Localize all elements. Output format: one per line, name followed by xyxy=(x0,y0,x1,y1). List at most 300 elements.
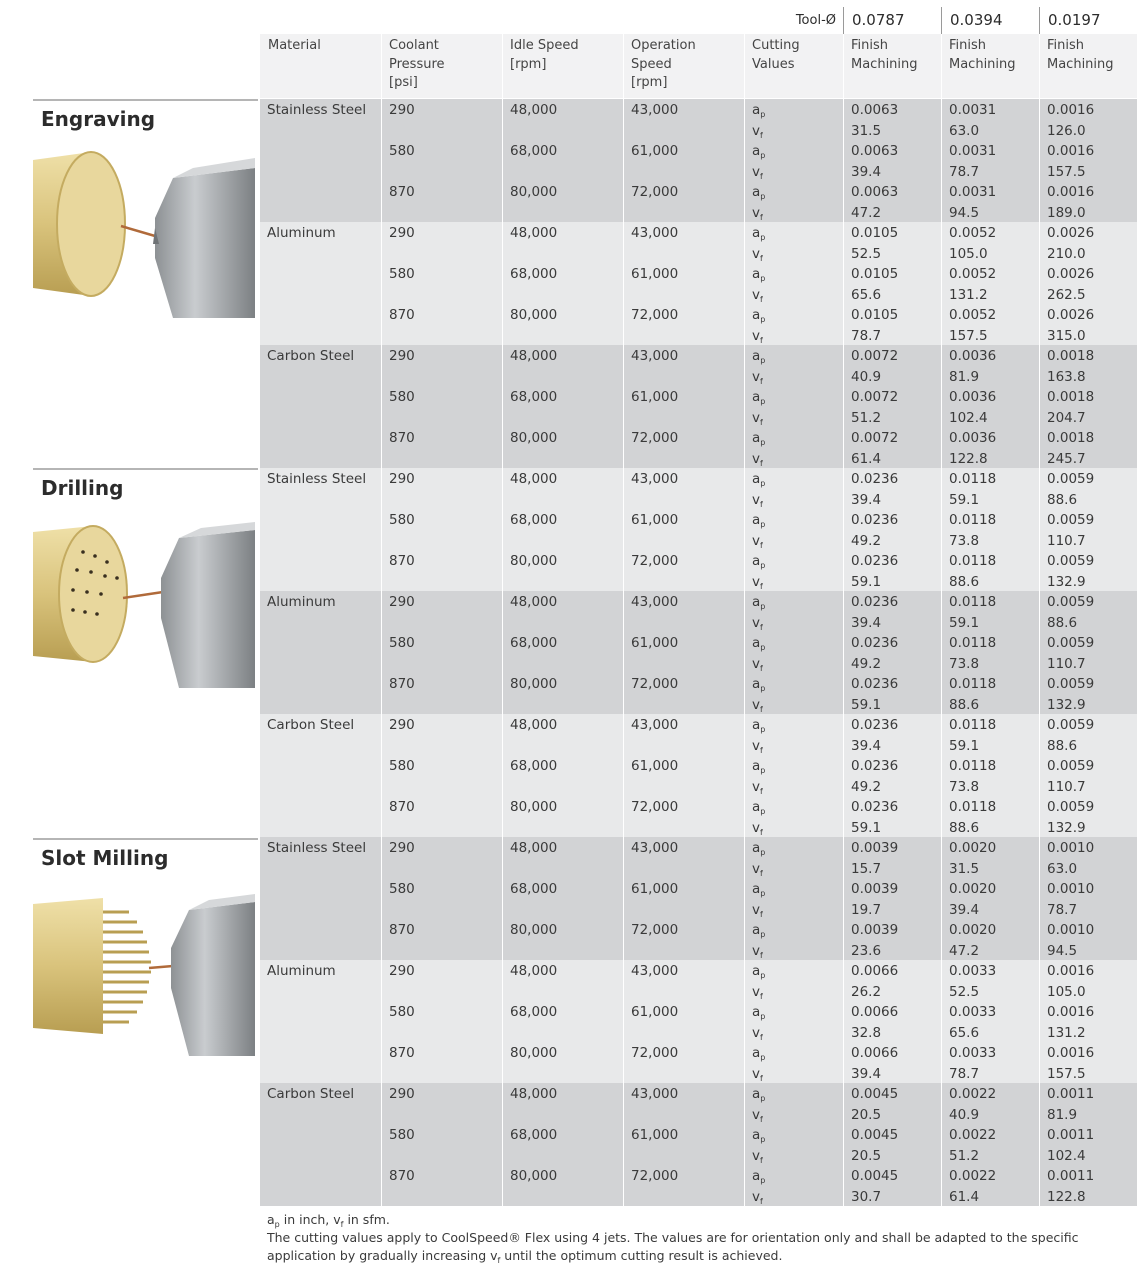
vf-value: 105.0 xyxy=(1047,983,1086,1000)
idle-speed-value: 48,000 xyxy=(510,225,558,241)
vf-value: 132.9 xyxy=(1047,696,1086,713)
symbol-ap: $a_p$ xyxy=(752,922,766,939)
vf-value: 157.5 xyxy=(1047,1065,1086,1082)
vf-value: 78.7 xyxy=(1047,901,1078,918)
vf-value: 61.4 xyxy=(949,1188,980,1205)
vf-value: 132.9 xyxy=(1047,573,1086,590)
vf-value: 88.6 xyxy=(1047,737,1078,754)
idle-speed-value: 80,000 xyxy=(510,799,558,815)
vf-value: 126.0 xyxy=(1047,122,1086,139)
operation-speed-value: 43,000 xyxy=(631,840,679,856)
ap-value: 0.0236 xyxy=(851,799,899,815)
ap-value: 0.0066 xyxy=(851,1045,899,1061)
vf-value: 47.2 xyxy=(949,942,980,959)
vf-value: 40.9 xyxy=(949,1106,980,1123)
ap-value: 0.0036 xyxy=(949,389,997,405)
coolant-pressure-value: 870 xyxy=(389,430,415,446)
ap-value: 0.0066 xyxy=(851,1004,899,1020)
symbol-vf: $v_f$ xyxy=(752,1106,763,1124)
idle-speed-value: 80,000 xyxy=(510,553,558,569)
operation-speed-value: 72,000 xyxy=(631,553,679,569)
ap-value: 0.0018 xyxy=(1047,389,1095,405)
operation-speed-value: 43,000 xyxy=(631,225,679,241)
symbol-vf: $v_f$ xyxy=(752,573,763,591)
vf-value: 39.4 xyxy=(851,163,882,180)
vf-value: 122.8 xyxy=(1047,1188,1086,1205)
ap-value: 0.0011 xyxy=(1047,1086,1095,1102)
idle-speed-value: 68,000 xyxy=(510,758,558,774)
idle-speed-value: 68,000 xyxy=(510,881,558,897)
symbol-vf: $v_f$ xyxy=(752,942,763,960)
coolant-pressure-value: 870 xyxy=(389,307,415,323)
ap-value: 0.0118 xyxy=(949,553,997,569)
symbol-ap: $a_p$ xyxy=(752,225,766,242)
ap-value: 0.0036 xyxy=(949,430,997,446)
symbol-vf: $v_f$ xyxy=(752,204,763,222)
material-name: Carbon Steel xyxy=(267,348,355,364)
ap-value: 0.0059 xyxy=(1047,635,1095,651)
vf-value: 52.5 xyxy=(949,983,980,1000)
material-name: Aluminum xyxy=(267,594,336,610)
ap-value: 0.0010 xyxy=(1047,881,1095,897)
symbol-ap: $a_p$ xyxy=(752,512,766,529)
ap-value: 0.0016 xyxy=(1047,1045,1095,1061)
symbol-vf: $v_f$ xyxy=(752,655,763,673)
ap-value: 0.0016 xyxy=(1047,1004,1095,1020)
vf-value: 131.2 xyxy=(1047,1024,1086,1041)
idle-speed-value: 48,000 xyxy=(510,717,558,733)
ap-value: 0.0026 xyxy=(1047,266,1095,282)
vf-value: 102.4 xyxy=(949,409,988,426)
ap-value: 0.0105 xyxy=(851,225,899,241)
ap-value: 0.0016 xyxy=(1047,143,1095,159)
ap-value: 0.0236 xyxy=(851,635,899,651)
operation-speed-value: 61,000 xyxy=(631,143,679,159)
ap-value: 0.0020 xyxy=(949,922,997,938)
ap-value: 0.0052 xyxy=(949,307,997,323)
material-name: Aluminum xyxy=(267,963,336,979)
ap-value: 0.0031 xyxy=(949,102,997,118)
ap-value: 0.0105 xyxy=(851,266,899,282)
vf-value: 94.5 xyxy=(949,204,980,221)
ap-value: 0.0022 xyxy=(949,1127,997,1143)
operation-speed-value: 43,000 xyxy=(631,717,679,733)
operation-speed-value: 72,000 xyxy=(631,1168,679,1184)
ap-value: 0.0018 xyxy=(1047,348,1095,364)
footnote-disclaimer: The cutting values apply to CoolSpeed® Flex using 4 jets. The values are for orientation only and shall be adapted to the specific xyxy=(267,1230,1079,1245)
section-title-engraving: Engraving xyxy=(33,99,258,131)
ap-value: 0.0072 xyxy=(851,389,899,405)
vf-value: 315.0 xyxy=(1047,327,1086,344)
tool-diameter-value-2: 0.0394 xyxy=(941,7,1039,34)
vf-value: 131.2 xyxy=(949,286,988,303)
idle-speed-value: 48,000 xyxy=(510,471,558,487)
operation-speed-value: 61,000 xyxy=(631,1127,679,1143)
vf-value: 52.5 xyxy=(851,245,882,262)
symbol-vf: $v_f$ xyxy=(752,245,763,263)
ap-value: 0.0236 xyxy=(851,553,899,569)
footnote-units: $a_p$ in inch, $v_f$ in sfm. xyxy=(267,1212,390,1229)
idle-speed-value: 68,000 xyxy=(510,635,558,651)
symbol-ap: $a_p$ xyxy=(752,143,766,160)
symbol-ap: $a_p$ xyxy=(752,1045,766,1062)
vf-value: 20.5 xyxy=(851,1106,882,1123)
operation-speed-value: 72,000 xyxy=(631,922,679,938)
header-material: Material xyxy=(268,38,321,53)
idle-speed-value: 68,000 xyxy=(510,389,558,405)
ap-value: 0.0039 xyxy=(851,922,899,938)
vf-value: 88.6 xyxy=(949,696,980,713)
ap-value: 0.0236 xyxy=(851,676,899,692)
vf-value: 49.2 xyxy=(851,532,882,549)
operation-speed-value: 72,000 xyxy=(631,799,679,815)
drilling-tool-illustration xyxy=(33,518,255,698)
vf-value: 157.5 xyxy=(949,327,988,344)
coolant-pressure-value: 870 xyxy=(389,922,415,938)
vf-value: 94.5 xyxy=(1047,942,1078,959)
symbol-vf: $v_f$ xyxy=(752,1065,763,1083)
symbol-vf: $v_f$ xyxy=(752,1188,763,1206)
header-operation-speed: Operation Speed [rpm] xyxy=(631,38,696,90)
idle-speed-value: 48,000 xyxy=(510,1086,558,1102)
vf-value: 163.8 xyxy=(1047,368,1086,385)
header-finish-machining-3: Finish Machining xyxy=(1047,38,1114,72)
operation-speed-value: 72,000 xyxy=(631,430,679,446)
idle-speed-value: 80,000 xyxy=(510,1168,558,1184)
ap-value: 0.0118 xyxy=(949,512,997,528)
symbol-vf: $v_f$ xyxy=(752,1024,763,1042)
ap-value: 0.0063 xyxy=(851,143,899,159)
ap-value: 0.0033 xyxy=(949,963,997,979)
coolant-pressure-value: 580 xyxy=(389,881,415,897)
coolant-pressure-value: 870 xyxy=(389,1168,415,1184)
vf-value: 110.7 xyxy=(1047,532,1086,549)
footnote-disclaimer-cont: application by gradually increasing $v_f$ until the optimum cutting result is achieved. xyxy=(267,1248,783,1265)
ap-value: 0.0236 xyxy=(851,717,899,733)
material-name: Stainless Steel xyxy=(267,102,367,118)
symbol-vf: $v_f$ xyxy=(752,122,763,140)
idle-speed-value: 80,000 xyxy=(510,430,558,446)
ap-value: 0.0118 xyxy=(949,635,997,651)
ap-value: 0.0011 xyxy=(1047,1127,1095,1143)
header-cutting-values: Cutting Values xyxy=(752,38,800,72)
vf-value: 88.6 xyxy=(949,819,980,836)
vf-value: 32.8 xyxy=(851,1024,882,1041)
idle-speed-value: 68,000 xyxy=(510,143,558,159)
symbol-ap: $a_p$ xyxy=(752,717,766,734)
vf-value: 61.4 xyxy=(851,450,882,467)
symbol-vf: $v_f$ xyxy=(752,860,763,878)
vf-value: 59.1 xyxy=(949,737,980,754)
vf-value: 262.5 xyxy=(1047,286,1086,303)
symbol-ap: $a_p$ xyxy=(752,1004,766,1021)
symbol-ap: $a_p$ xyxy=(752,676,766,693)
ap-value: 0.0020 xyxy=(949,840,997,856)
vf-value: 39.4 xyxy=(949,901,980,918)
coolant-pressure-value: 580 xyxy=(389,1127,415,1143)
ap-value: 0.0011 xyxy=(1047,1168,1095,1184)
vf-value: 73.8 xyxy=(949,778,980,795)
ap-value: 0.0031 xyxy=(949,184,997,200)
operation-speed-value: 72,000 xyxy=(631,676,679,692)
symbol-ap: $a_p$ xyxy=(752,471,766,488)
operation-speed-value: 61,000 xyxy=(631,389,679,405)
idle-speed-value: 68,000 xyxy=(510,1127,558,1143)
vf-value: 39.4 xyxy=(851,737,882,754)
vf-value: 59.1 xyxy=(949,614,980,631)
vf-value: 73.8 xyxy=(949,655,980,672)
header-idle-speed: Idle Speed [rpm] xyxy=(510,38,579,72)
ap-value: 0.0018 xyxy=(1047,430,1095,446)
slot-milling-tool-illustration xyxy=(33,888,255,1068)
vf-value: 204.7 xyxy=(1047,409,1086,426)
symbol-vf: $v_f$ xyxy=(752,778,763,796)
idle-speed-value: 48,000 xyxy=(510,840,558,856)
symbol-ap: $a_p$ xyxy=(752,553,766,570)
vf-value: 59.1 xyxy=(949,491,980,508)
ap-value: 0.0033 xyxy=(949,1045,997,1061)
coolant-pressure-value: 580 xyxy=(389,389,415,405)
symbol-vf: $v_f$ xyxy=(752,532,763,550)
symbol-vf: $v_f$ xyxy=(752,286,763,304)
ap-value: 0.0016 xyxy=(1047,963,1095,979)
operation-speed-value: 61,000 xyxy=(631,266,679,282)
symbol-vf: $v_f$ xyxy=(752,737,763,755)
operation-speed-value: 43,000 xyxy=(631,102,679,118)
vf-value: 157.5 xyxy=(1047,163,1086,180)
ap-value: 0.0036 xyxy=(949,348,997,364)
ap-value: 0.0052 xyxy=(949,225,997,241)
operation-speed-value: 72,000 xyxy=(631,184,679,200)
idle-speed-value: 48,000 xyxy=(510,102,558,118)
ap-value: 0.0022 xyxy=(949,1086,997,1102)
symbol-vf: $v_f$ xyxy=(752,450,763,468)
ap-value: 0.0026 xyxy=(1047,307,1095,323)
header-finish-machining-1: Finish Machining xyxy=(851,38,918,72)
vf-value: 49.2 xyxy=(851,655,882,672)
header-coolant-pressure: Coolant Pressure [psi] xyxy=(389,38,445,90)
tool-diameter-value-3: 0.0197 xyxy=(1039,7,1137,34)
operation-speed-value: 61,000 xyxy=(631,635,679,651)
operation-speed-value: 43,000 xyxy=(631,594,679,610)
ap-value: 0.0118 xyxy=(949,676,997,692)
material-name: Carbon Steel xyxy=(267,717,355,733)
ap-value: 0.0072 xyxy=(851,430,899,446)
ap-value: 0.0016 xyxy=(1047,102,1095,118)
vf-value: 51.2 xyxy=(949,1147,980,1164)
vf-value: 49.2 xyxy=(851,778,882,795)
coolant-pressure-value: 580 xyxy=(389,758,415,774)
ap-value: 0.0045 xyxy=(851,1086,899,1102)
vf-value: 40.9 xyxy=(851,368,882,385)
symbol-ap: $a_p$ xyxy=(752,389,766,406)
symbol-ap: $a_p$ xyxy=(752,307,766,324)
symbol-vf: $v_f$ xyxy=(752,1147,763,1165)
idle-speed-value: 48,000 xyxy=(510,594,558,610)
material-name: Stainless Steel xyxy=(267,840,367,856)
symbol-vf: $v_f$ xyxy=(752,327,763,345)
header-finish-machining-2: Finish Machining xyxy=(949,38,1016,72)
operation-speed-value: 72,000 xyxy=(631,1045,679,1061)
coolant-pressure-value: 290 xyxy=(389,1086,415,1102)
coolant-pressure-value: 290 xyxy=(389,225,415,241)
vf-value: 73.8 xyxy=(949,532,980,549)
ap-value: 0.0045 xyxy=(851,1168,899,1184)
section-title-drilling: Drilling xyxy=(33,468,258,500)
idle-speed-value: 68,000 xyxy=(510,1004,558,1020)
symbol-vf: $v_f$ xyxy=(752,163,763,181)
vf-value: 78.7 xyxy=(851,327,882,344)
vf-value: 23.6 xyxy=(851,942,882,959)
operation-speed-value: 61,000 xyxy=(631,758,679,774)
vf-value: 88.6 xyxy=(949,573,980,590)
idle-speed-value: 48,000 xyxy=(510,963,558,979)
ap-value: 0.0063 xyxy=(851,102,899,118)
symbol-ap: $a_p$ xyxy=(752,1086,766,1103)
coolant-pressure-value: 290 xyxy=(389,840,415,856)
vf-value: 39.4 xyxy=(851,614,882,631)
vf-value: 210.0 xyxy=(1047,245,1086,262)
vf-value: 15.7 xyxy=(851,860,882,877)
vf-value: 65.6 xyxy=(851,286,882,303)
coolant-pressure-value: 290 xyxy=(389,348,415,364)
ap-value: 0.0118 xyxy=(949,799,997,815)
vf-value: 78.7 xyxy=(949,1065,980,1082)
operation-speed-value: 61,000 xyxy=(631,512,679,528)
coolant-pressure-value: 580 xyxy=(389,512,415,528)
symbol-ap: $a_p$ xyxy=(752,1127,766,1144)
symbol-ap: $a_p$ xyxy=(752,840,766,857)
coolant-pressure-value: 870 xyxy=(389,676,415,692)
idle-speed-value: 48,000 xyxy=(510,348,558,364)
symbol-vf: $v_f$ xyxy=(752,819,763,837)
ap-value: 0.0063 xyxy=(851,184,899,200)
coolant-pressure-value: 290 xyxy=(389,102,415,118)
coolant-pressure-value: 870 xyxy=(389,799,415,815)
coolant-pressure-value: 580 xyxy=(389,1004,415,1020)
vf-value: 59.1 xyxy=(851,696,882,713)
vf-value: 51.2 xyxy=(851,409,882,426)
vf-value: 39.4 xyxy=(851,491,882,508)
vf-value: 63.0 xyxy=(1047,860,1078,877)
vf-value: 26.2 xyxy=(851,983,882,1000)
coolant-pressure-value: 870 xyxy=(389,184,415,200)
ap-value: 0.0236 xyxy=(851,758,899,774)
ap-value: 0.0118 xyxy=(949,594,997,610)
idle-speed-value: 80,000 xyxy=(510,184,558,200)
vf-value: 110.7 xyxy=(1047,778,1086,795)
idle-speed-value: 80,000 xyxy=(510,676,558,692)
ap-value: 0.0016 xyxy=(1047,184,1095,200)
symbol-vf: $v_f$ xyxy=(752,696,763,714)
operation-speed-value: 43,000 xyxy=(631,1086,679,1102)
coolant-pressure-value: 870 xyxy=(389,1045,415,1061)
material-name: Carbon Steel xyxy=(267,1086,355,1102)
ap-value: 0.0039 xyxy=(851,840,899,856)
symbol-ap: $a_p$ xyxy=(752,1168,766,1185)
coolant-pressure-value: 290 xyxy=(389,717,415,733)
material-name: Stainless Steel xyxy=(267,471,367,487)
engraving-tool-illustration xyxy=(33,148,255,328)
vf-value: 102.4 xyxy=(1047,1147,1086,1164)
ap-value: 0.0118 xyxy=(949,717,997,733)
ap-value: 0.0118 xyxy=(949,471,997,487)
operation-speed-value: 43,000 xyxy=(631,963,679,979)
vf-value: 59.1 xyxy=(851,819,882,836)
ap-value: 0.0236 xyxy=(851,594,899,610)
ap-value: 0.0059 xyxy=(1047,676,1095,692)
symbol-vf: $v_f$ xyxy=(752,901,763,919)
vf-value: 63.0 xyxy=(949,122,980,139)
tool-diameter-label: Tool-Ø xyxy=(795,13,836,28)
symbol-ap: $a_p$ xyxy=(752,799,766,816)
vf-value: 78.7 xyxy=(949,163,980,180)
vf-value: 105.0 xyxy=(949,245,988,262)
idle-speed-value: 80,000 xyxy=(510,922,558,938)
vf-value: 88.6 xyxy=(1047,614,1078,631)
vf-value: 39.4 xyxy=(851,1065,882,1082)
ap-value: 0.0105 xyxy=(851,307,899,323)
coolant-pressure-value: 290 xyxy=(389,963,415,979)
ap-value: 0.0059 xyxy=(1047,799,1095,815)
ap-value: 0.0052 xyxy=(949,266,997,282)
ap-value: 0.0059 xyxy=(1047,717,1095,733)
symbol-vf: $v_f$ xyxy=(752,491,763,509)
ap-value: 0.0026 xyxy=(1047,225,1095,241)
ap-value: 0.0059 xyxy=(1047,471,1095,487)
operation-speed-value: 61,000 xyxy=(631,881,679,897)
vf-value: 31.5 xyxy=(851,122,882,139)
coolant-pressure-value: 580 xyxy=(389,143,415,159)
symbol-ap: $a_p$ xyxy=(752,758,766,775)
coolant-pressure-value: 580 xyxy=(389,266,415,282)
idle-speed-value: 80,000 xyxy=(510,307,558,323)
operation-speed-value: 61,000 xyxy=(631,1004,679,1020)
ap-value: 0.0236 xyxy=(851,512,899,528)
idle-speed-value: 68,000 xyxy=(510,512,558,528)
symbol-ap: $a_p$ xyxy=(752,963,766,980)
section-title-slot-milling: Slot Milling xyxy=(33,838,258,870)
vf-value: 245.7 xyxy=(1047,450,1086,467)
vf-value: 132.9 xyxy=(1047,819,1086,836)
vf-value: 81.9 xyxy=(949,368,980,385)
coolant-pressure-value: 290 xyxy=(389,471,415,487)
ap-value: 0.0045 xyxy=(851,1127,899,1143)
ap-value: 0.0059 xyxy=(1047,594,1095,610)
vf-value: 81.9 xyxy=(1047,1106,1078,1123)
symbol-vf: $v_f$ xyxy=(752,614,763,632)
idle-speed-value: 68,000 xyxy=(510,266,558,282)
operation-speed-value: 43,000 xyxy=(631,471,679,487)
vf-value: 65.6 xyxy=(949,1024,980,1041)
ap-value: 0.0010 xyxy=(1047,922,1095,938)
ap-value: 0.0031 xyxy=(949,143,997,159)
ap-value: 0.0236 xyxy=(851,471,899,487)
idle-speed-value: 80,000 xyxy=(510,1045,558,1061)
operation-speed-value: 72,000 xyxy=(631,307,679,323)
symbol-ap: $a_p$ xyxy=(752,184,766,201)
ap-value: 0.0059 xyxy=(1047,512,1095,528)
vf-value: 59.1 xyxy=(851,573,882,590)
symbol-ap: $a_p$ xyxy=(752,430,766,447)
vf-value: 19.7 xyxy=(851,901,882,918)
ap-value: 0.0039 xyxy=(851,881,899,897)
symbol-ap: $a_p$ xyxy=(752,594,766,611)
vf-value: 88.6 xyxy=(1047,491,1078,508)
symbol-ap: $a_p$ xyxy=(752,102,766,119)
vf-value: 189.0 xyxy=(1047,204,1086,221)
vf-value: 30.7 xyxy=(851,1188,882,1205)
